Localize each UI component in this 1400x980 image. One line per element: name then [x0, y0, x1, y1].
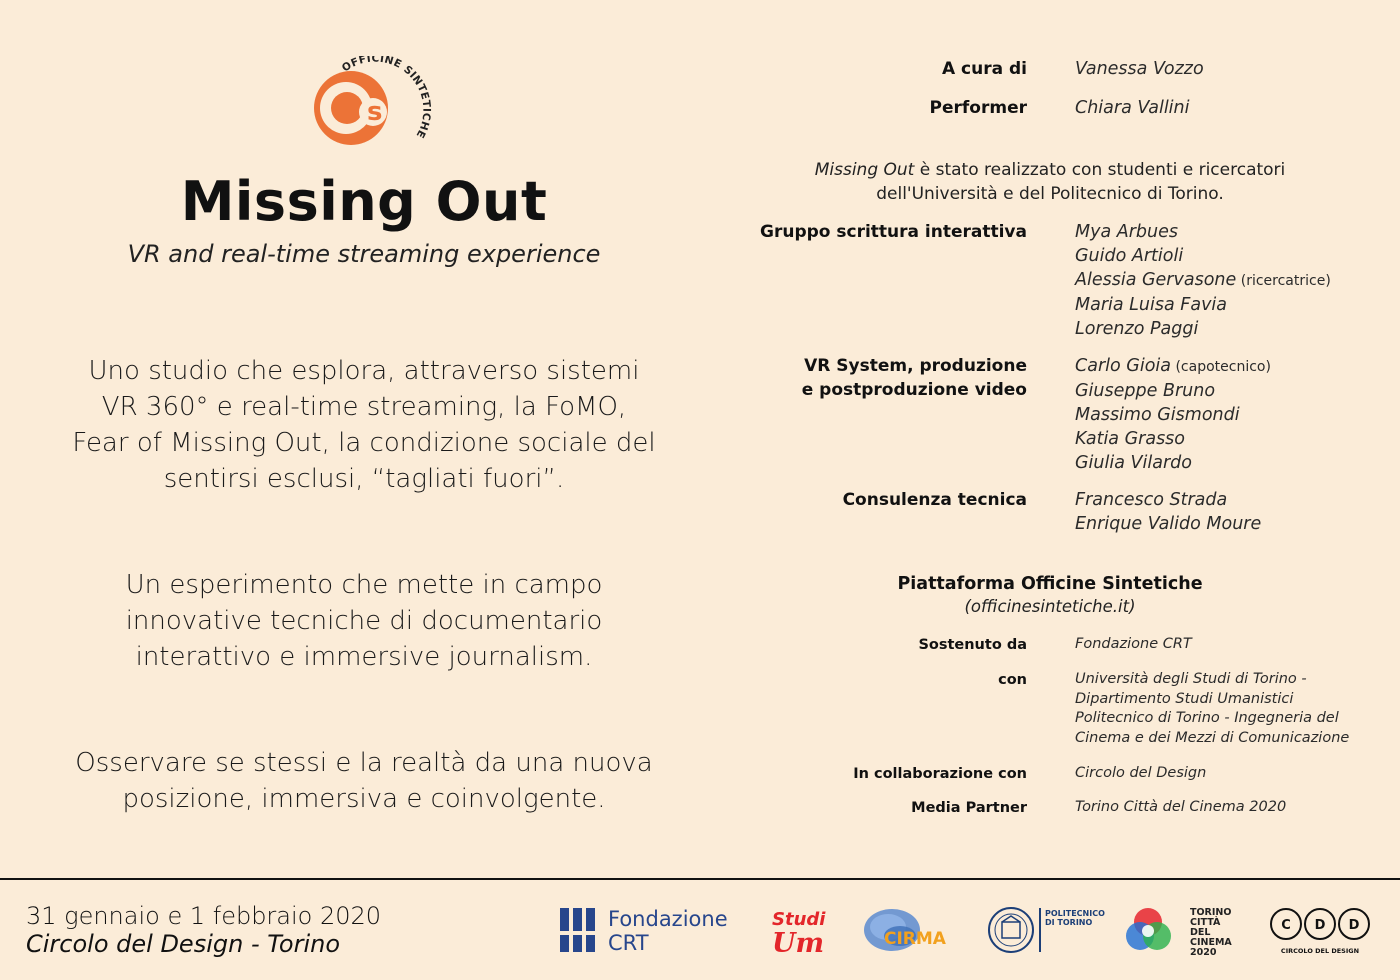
observe-paragraph [40, 745, 688, 817]
paragraph-line: posizione, immersiva e coinvolgente. [122, 784, 606, 814]
credit-name: Katia Grasso [1075, 429, 1186, 449]
paragraph-line: sentirsi esclusi, “tagliati fuori”. [163, 464, 565, 494]
paragraph-line: innovative tecniche di documentario [125, 606, 603, 636]
writing-group-members [1075, 220, 1375, 341]
with-value: Università degli Studi di Torino - Dipartimento Studi Umanistici Politecnico di Torino - Ingegneria del Cinema e dei Mezzi di Comunicazione [1075, 671, 1350, 746]
studium-line1: Studi [772, 909, 826, 930]
politecnico-logo [987, 904, 1105, 956]
svg-text:C: C [1281, 918, 1291, 933]
vr-system-label: VR System, produzione e postproduzione video [801, 356, 1027, 400]
media-partner-label: Media Partner [911, 800, 1027, 816]
tech-consulting-members [1075, 488, 1375, 536]
polito-line1: POLITECNICO [1045, 909, 1105, 918]
paragraph-line: Uno studio che esplora, attraverso sistemi [88, 356, 640, 386]
credit-name: Giuseppe Bruno [1075, 381, 1216, 401]
svg-text:CIRCOLO DEL DESIGN: CIRCOLO DEL DESIGN [1280, 947, 1360, 955]
credit-name: Alessia Gervasone (ricercatrice) [1075, 270, 1331, 290]
polito-line2: DI TORINO [1045, 918, 1093, 927]
svg-text:D: D [1348, 918, 1360, 933]
credit-name: Guido Artioli [1075, 246, 1184, 266]
platform-name: Piattaforma Officine Sintetiche [897, 574, 1203, 594]
intro-paragraph [40, 353, 688, 497]
paragraph-line: VR 360° e real-time streaming, la FoMO, [101, 392, 627, 422]
svg-text:2020: 2020 [1190, 947, 1217, 958]
svg-text:DEL: DEL [1190, 927, 1211, 938]
studium-logo [770, 906, 834, 959]
svg-text:D: D [1314, 918, 1326, 933]
vr-system-members [1075, 354, 1375, 475]
torino-citta-cinema-logo [1124, 904, 1242, 958]
platform-url: (officinesintetiche.it) [964, 597, 1136, 616]
svg-text:s: s [367, 97, 383, 127]
realization-title: Missing Out [814, 160, 915, 180]
credit-name: Lorenzo Paggi [1075, 319, 1199, 339]
crt-line1: Fondazione [608, 907, 728, 931]
svg-text:CINEMA: CINEMA [1190, 937, 1232, 948]
studium-line2: Um [772, 928, 825, 959]
page-subtitle: VR and real-time streaming experience [127, 240, 601, 268]
officine-sintetiche-logo [305, 56, 435, 160]
paragraph-line: Osservare se stessi e la realtà da una nuova [75, 748, 653, 778]
cirma-text: CIRMA [884, 929, 946, 949]
svg-text:CITTÀ: CITTÀ [1190, 917, 1221, 928]
collaboration-label: In collaborazione con [853, 766, 1027, 782]
experiment-paragraph [40, 567, 688, 675]
realization-note [760, 158, 1340, 206]
page-title: Missing Out [180, 170, 548, 233]
performer-label: Performer [929, 98, 1027, 118]
credit-name: Mya Arbues [1075, 222, 1178, 242]
curator-label: A cura di [941, 59, 1027, 79]
credit-role-note: (ricercatrice) [1236, 273, 1331, 289]
paragraph-line: Fear of Missing Out, la condizione sociale del [72, 428, 656, 458]
credit-name: Carlo Gioia (capotecnico) [1075, 356, 1271, 376]
paragraph-line: Un esperimento che mette in campo [125, 570, 603, 600]
event-date: 31 gennaio e 1 febbraio 2020 [26, 902, 382, 930]
supported-by-value: Fondazione CRT [1075, 636, 1192, 652]
collaboration-value: Circolo del Design [1075, 765, 1207, 781]
paragraph-line: interattivo e immersive journalism. [135, 642, 593, 672]
credit-name: Maria Luisa Favia [1075, 295, 1228, 315]
curator-name: Vanessa Vozzo [1075, 59, 1204, 79]
tech-consulting-label: Consulenza tecnica [842, 490, 1027, 510]
credit-name: Giulia Vilardo [1075, 453, 1192, 473]
credit-name: Massimo Gismondi [1075, 405, 1240, 425]
footer-divider [0, 878, 1400, 880]
realization-text: è stato realizzato con studenti e ricercatori [914, 160, 1286, 180]
event-venue: Circolo del Design - Torino [26, 930, 341, 958]
credit-name: Enrique Valido Moure [1075, 514, 1262, 534]
logo-arc-text: OFFICINE SINTETICHE [339, 56, 433, 141]
credit-role-note: (capotecnico) [1171, 359, 1271, 375]
credit-name: Francesco Strada [1075, 490, 1228, 510]
media-partner-value: Torino Città del Cinema 2020 [1075, 799, 1287, 815]
realization-line: dell'Università e del Politecnico di Torino. [876, 184, 1224, 204]
svg-text:TORINO: TORINO [1190, 907, 1232, 918]
writing-group-label: Gruppo scrittura interattiva [760, 222, 1027, 242]
with-label: con [998, 672, 1027, 688]
performer-name: Chiara Vallini [1075, 98, 1190, 118]
crt-line2: CRT [608, 931, 649, 955]
fondazione-crt-logo [558, 905, 743, 955]
circolo-del-design-logo [1264, 904, 1380, 956]
supported-by-label: Sostenuto da [918, 637, 1027, 653]
realization-line [760, 158, 1340, 182]
cirma-logo [862, 906, 960, 956]
